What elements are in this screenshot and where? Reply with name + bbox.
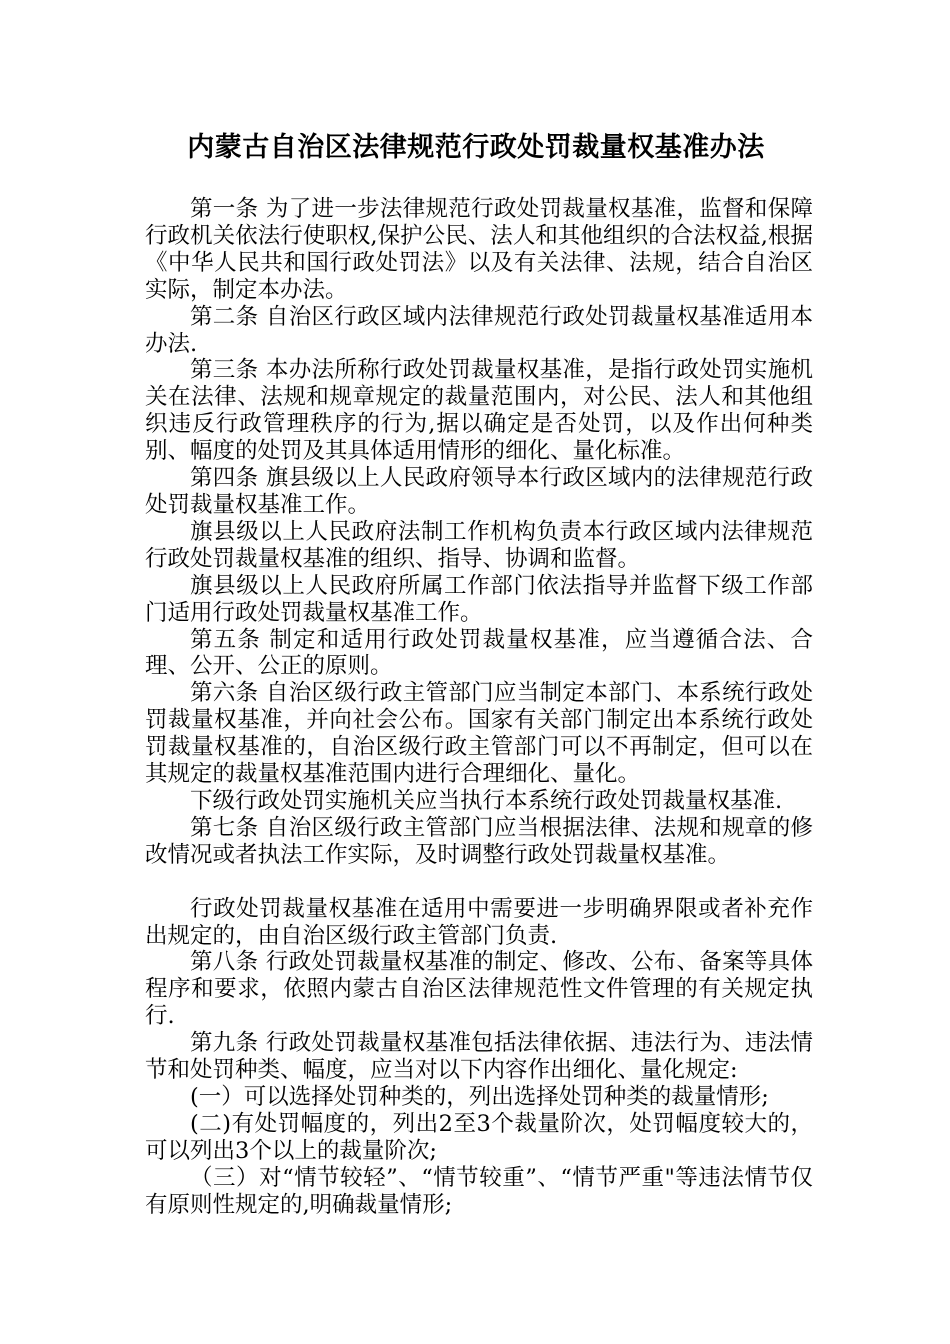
document-page <box>145 128 813 1219</box>
article-4-paragraph-3: 旗县级以上人民政府所属工作部门依法指导并监督下级工作部门适用行政处罚裁量权基准工作。 <box>145 572 813 626</box>
article-9: 第九条 行政处罚裁量权基准包括法律依据、违法行为、违法情节和处罚种类、幅度，应当对以下内容作出细化、量化规定: <box>145 1030 813 1084</box>
article-7-paragraph-2: 行政处罚裁量权基准在适用中需要进一步明确界限或者补充作出规定的，由自治区级行政主管部门负责. <box>145 895 813 949</box>
article-9-item-2: (二)有处罚幅度的，列出2至3个裁量阶次，处罚幅度较大的，可以列出3个以上的裁量阶次; <box>145 1110 813 1164</box>
document-body <box>145 196 813 1219</box>
article-3: 第三条 本办法所称行政处罚裁量权基准，是指行政处罚实施机关在法律、法规和规章规定的裁量范围内，对公民、法人和其他组织违反行政管理秩序的行为,据以确定是否处罚，以及作出何种类别、幅度的处罚及其具体适用情形的细化、量化标准。 <box>145 357 813 465</box>
article-1: 第一条 为了进一步法律规范行政处罚裁量权基准，监督和保障行政机关依法行使职权,保护公民、法人和其他组织的合法权益,根据《中华人民共和国行政处罚法》以及有关法律、法规，结合自治区实际，制定本办法。 <box>145 196 813 303</box>
article-6-paragraph-2: 下级行政处罚实施机关应当执行本系统行政处罚裁量权基准. <box>190 787 783 814</box>
article-6: 第六条 自治区级行政主管部门应当制定本部门、本系统行政处罚裁量权基准，并向社会公布。国家有关部门制定出本系统行政处罚裁量权基准的，自治区级行政主管部门可以不再制定，但可以在其规定的裁量权基准范围内进行合理细化、量化。 <box>145 680 813 788</box>
article-8: 第八条 行政处罚裁量权基准的制定、修改、公布、备案等具体程序和要求，依照内蒙古自治区法律规范性文件管理的有关规定执行. <box>145 949 813 1030</box>
article-7: 第七条 自治区级行政主管部门应当根据法律、法规和规章的修改情况或者执法工作实际，及时调整行政处罚裁量权基准。 <box>145 814 813 868</box>
document-title: 内蒙古自治区法律规范行政处罚裁量权基准办法 <box>187 132 765 163</box>
article-4-paragraph-2: 旗县级以上人民政府法制工作机构负责本行政区域内法律规范行政处罚裁量权基准的组织、指导、协调和监督。 <box>145 518 813 572</box>
article-4: 第四条 旗县级以上人民政府领导本行政区域内的法律规范行政处罚裁量权基准工作。 <box>145 465 813 518</box>
article-2: 第二条 自治区行政区域内法律规范行政处罚裁量权基准适用本办法. <box>145 303 813 357</box>
article-9-item-3: （三）对“情节较轻”、“情节较重”、“情节严重"等违法情节仅有原则性规定的,明确裁量情形; <box>145 1164 813 1218</box>
article-5: 第五条 制定和适用行政处罚裁量权基准，应当遵循合法、合理、公开、公正的原则。 <box>145 626 813 680</box>
article-9-item-1: (一）可以选择处罚种类的，列出选择处罚种类的裁量情形; <box>190 1084 769 1110</box>
